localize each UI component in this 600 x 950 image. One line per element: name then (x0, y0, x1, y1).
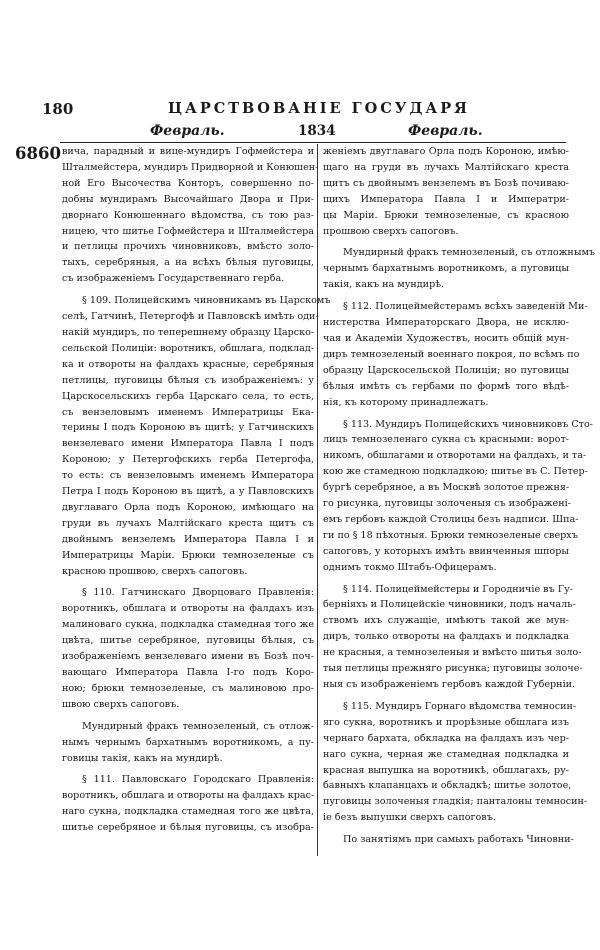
left-column-line: § 109. Полицейскимъ чиновникамъ въ Царскомъ (82, 295, 331, 307)
left-column-line: воротникъ, обшлага и отвороты на фалдахъ изъ (62, 603, 314, 615)
left-column-line: Короною; у Петергофскихъ герба Петергофа, (62, 454, 314, 466)
right-column-line: диръ темнозеленый военнаго покроя, по всѣмъ по (323, 348, 580, 360)
right-column-line: нистерства Императорскаго Двора, не исклю- (323, 317, 569, 329)
date-header (0, 123, 600, 143)
left-column-line: наго сукна, подкладка стамедная того же цвѣта, (62, 806, 314, 818)
left-column-line: воротникъ, обшлага и отвороты на фалдахъ крас- (62, 790, 315, 802)
right-column-line: образцу Царскосельской Полиціи; но пуговицы (323, 364, 569, 376)
right-column-line: наго сукна, черная же стамедная подкладка и (323, 748, 569, 760)
left-column-line: дворнаго Конюшеннаго вѣдомства, съ тою раз- (62, 209, 314, 221)
left-column-line: говицы такія, какъ на мундирѣ. (62, 752, 223, 764)
right-column-line: ствомъ ихъ служащіе, имѣютъ такой же мун- (323, 615, 569, 627)
left-column-line: сельской Полиціи: воротникъ, обшлага, подклад- (62, 342, 314, 354)
left-column-line: двойнымъ вензелемъ Императора Павла I и (62, 533, 314, 545)
right-column-line: берніяхъ и Полицейскіе чиновники, подъ началь- (323, 599, 576, 611)
page-number: 180 (42, 100, 74, 118)
right-column-line: іе безъ выпушки сверхъ сапоговъ. (323, 812, 496, 824)
left-column-line: Царскосельскихъ герба Царскаго села, то есть, (62, 390, 314, 402)
column-divider (317, 144, 318, 856)
right-column-line: бавныхъ клапанцахъ и обкладкѣ; шитье золотое, (323, 780, 572, 792)
left-column-line: тыхъ, серебряныя, а на всѣхъ бѣлыя пуговицы, (62, 257, 314, 269)
right-column-line: цы Маріи. Брюки темнозеленые, съ красною (323, 209, 569, 221)
running-title: ЦАРСТВОВАНІЕ ГОСУДАРЯ (168, 100, 470, 117)
left-column-line: то есть: съ вензеловымъ именемъ Императора (62, 470, 314, 482)
right-column-line: сапоговъ, у которыхъ имѣть ввинченныя шпоры (323, 545, 569, 557)
right-column-line: красная выпушка на воротникѣ, обшлагахъ, ру- (323, 764, 569, 776)
left-column-line: ною; брюки темнозеленые, съ малиновою про- (62, 682, 314, 694)
left-column-line: ницею, что шитье Гофмейстера и Шталмейстера (62, 225, 314, 237)
right-column-line: не красныя, а темнозеленыя и вмѣсто шитья золо- (323, 647, 582, 659)
right-column-line: женіемъ двуглаваго Орла подъ Короною, имѣю- (323, 146, 569, 157)
left-column-line: вича, парадный и вице-мундиръ Гофмейстера и (62, 146, 314, 157)
page-header (0, 100, 600, 122)
right-column-line: тыя петлицы прежняго рисунка; пуговицы золоче- (323, 663, 583, 675)
law-number: 6860 (15, 144, 61, 163)
left-column-line: Императрицы Маріи. Брюки темнозеленые съ (62, 549, 314, 561)
right-column-line: нія, къ которому принадлежатъ. (323, 396, 489, 408)
left-column-line: петлицы, пуговицы бѣлыя съ изображеніемъ: у (62, 374, 314, 386)
right-column-line: такія, какъ на мундирѣ. (323, 279, 445, 291)
right-column-line: щаго на груди въ лучахъ Малтійскаго креста (323, 161, 569, 173)
right-column-line: чая и Академіи Художествъ, носить общій мун- (323, 332, 569, 344)
right-column-line: щитъ съ двойнымъ вензелемъ въ Бозѣ почиваю- (323, 177, 569, 189)
right-column-line: ги по § 18 пѣхотныя. Брюки темнозеленые сверхъ (323, 529, 578, 541)
left-column-line: ной Его Высочества Конторъ, совершенно по- (62, 177, 314, 189)
right-column-line: ныя съ изображеніемъ гербовъ каждой Губерніи. (323, 679, 576, 690)
right-column-line: го рисунка, пуговицы золоченыя съ изображені- (323, 498, 571, 510)
right-column-line: Мундирный фракъ темнозеленый, съ отложнымъ (343, 247, 596, 259)
right-column-line: § 115. Мундиръ Горнаго вѣдомства темносин- (343, 700, 577, 712)
right-column-line: никомъ, обшлагами и отворотами на фалдахъ, и та- (323, 450, 587, 462)
left-column-line: красною прошвою, сверхъ сапоговъ. (62, 565, 248, 577)
left-column-line: шитье серебряное и бѣлыя пуговицы, съ изобра- (62, 822, 314, 834)
left-column-line: малиноваго сукна, подкладка стамедная того же (62, 619, 314, 631)
right-column-line: чернаго бархата, обкладка на фалдахъ изъ чер- (323, 732, 569, 744)
right-column-line: По занятіямъ при самыхъ работахъ Чиновни- (343, 834, 574, 846)
left-column-line: Шталмейстера, мундиръ Придворной и Конюшен- (62, 161, 319, 173)
right-column-line: чернымъ бархатнымъ воротникомъ, а пуговицы (323, 263, 569, 275)
left-column (62, 144, 331, 844)
left-column-line: цвѣта, шитье серебряное, пуговицы бѣлыя, съ (62, 635, 314, 647)
left-column-line: двуглаваго Орла подъ Короною, имѣющаго на (62, 501, 314, 513)
month-left: Февраль. (150, 123, 225, 139)
right-column-line: § 114. Полицеймейстеры и Городничіе въ Гу- (343, 583, 573, 595)
right-column-line: щихъ Императора Павла I и Императри- (323, 193, 569, 205)
left-column-line: съ вензеловымъ именемъ Императрицы Ека- (62, 406, 314, 418)
left-column-line: съ изображеніемъ Государственнаго герба. (62, 273, 285, 285)
right-column-line: пуговицы золоченыя гладкія; панталоны темносин- (323, 796, 588, 808)
left-column-line: вензелеваго имени Императора Павла I подъ (62, 438, 314, 450)
right-column-line: бургѣ серебряное, а въ Москвѣ золотое прежня- (323, 482, 570, 494)
header-rule (60, 142, 566, 143)
left-column-line: швою сверхъ сапоговъ. (62, 698, 180, 710)
right-column-line: кою же стамедною подкладкою; шитье въ С. Петер- (323, 466, 588, 478)
left-column-line: Мундирный фракъ темнозеленый, съ отлож- (82, 720, 314, 732)
right-column-line: емъ гербовъ каждой Столицы безъ надписи. Шпа- (323, 513, 579, 525)
right-column-line: § 112. Полицеймейстерамъ всѣхъ заведеній Ми- (343, 301, 588, 313)
right-column-line: яго сукна, воротникъ и прорѣзные обшлага изъ (323, 716, 569, 728)
right-column-line: бѣлыя имѣть съ гербами по формѣ того вѣдѣ- (323, 380, 569, 392)
right-column-line: диръ, только отвороты на фалдахъ и подкладка (323, 631, 569, 643)
left-column-line: добны мундирамъ Высочайшаго Двора и При- (62, 193, 314, 205)
left-column-line: терины I подъ Короною въ щитѣ; у Гатчинскихъ (62, 422, 314, 434)
right-column-line: § 113. Мундиръ Полицейскихъ чиновниковъ Сто- (343, 418, 594, 430)
left-column-line: § 111. Павловскаго Городскаго Правленія: (82, 774, 314, 786)
left-column-line: § 110. Гатчинскаго Дворцоваго Правленія: (82, 587, 314, 599)
left-column-line: изображеніемъ вензелеваго имени въ Бозѣ поч- (62, 651, 314, 663)
year: 1834 (298, 123, 336, 139)
month-right: Февраль. (408, 123, 483, 139)
right-column-line: лицъ темнозеленаго сукна съ красными: ворот- (323, 434, 569, 446)
left-column-line: накій мундиръ, по теперешнему образцу Царско- (62, 326, 315, 338)
left-column-line: вающаго Императора Павла I-го подъ Коро- (62, 667, 314, 678)
left-column-line: селѣ, Гатчинѣ, Петергофѣ и Павловскѣ имѣть оди- (62, 311, 319, 323)
left-column-line: груди въ лучахъ Малтійскаго креста щитъ съ (62, 517, 314, 529)
left-column-line: и петлицы прочихъ чиновниковъ, вмѣсто золо- (62, 241, 314, 253)
left-column-line: ка и отвороты на фалдахъ красные, серебряныя (62, 358, 314, 370)
right-column-line: однимъ токмо Штабъ-Офицерамъ. (323, 561, 497, 573)
left-column-line: нымъ чернымъ бархатнымъ воротникомъ, а пу- (62, 736, 314, 748)
right-column-line: прошвою сверхъ сапоговъ. (323, 225, 459, 237)
left-column-line: Петра I подъ Короною въ щитѣ, а у Павловскихъ (62, 486, 314, 498)
right-column (323, 144, 596, 846)
